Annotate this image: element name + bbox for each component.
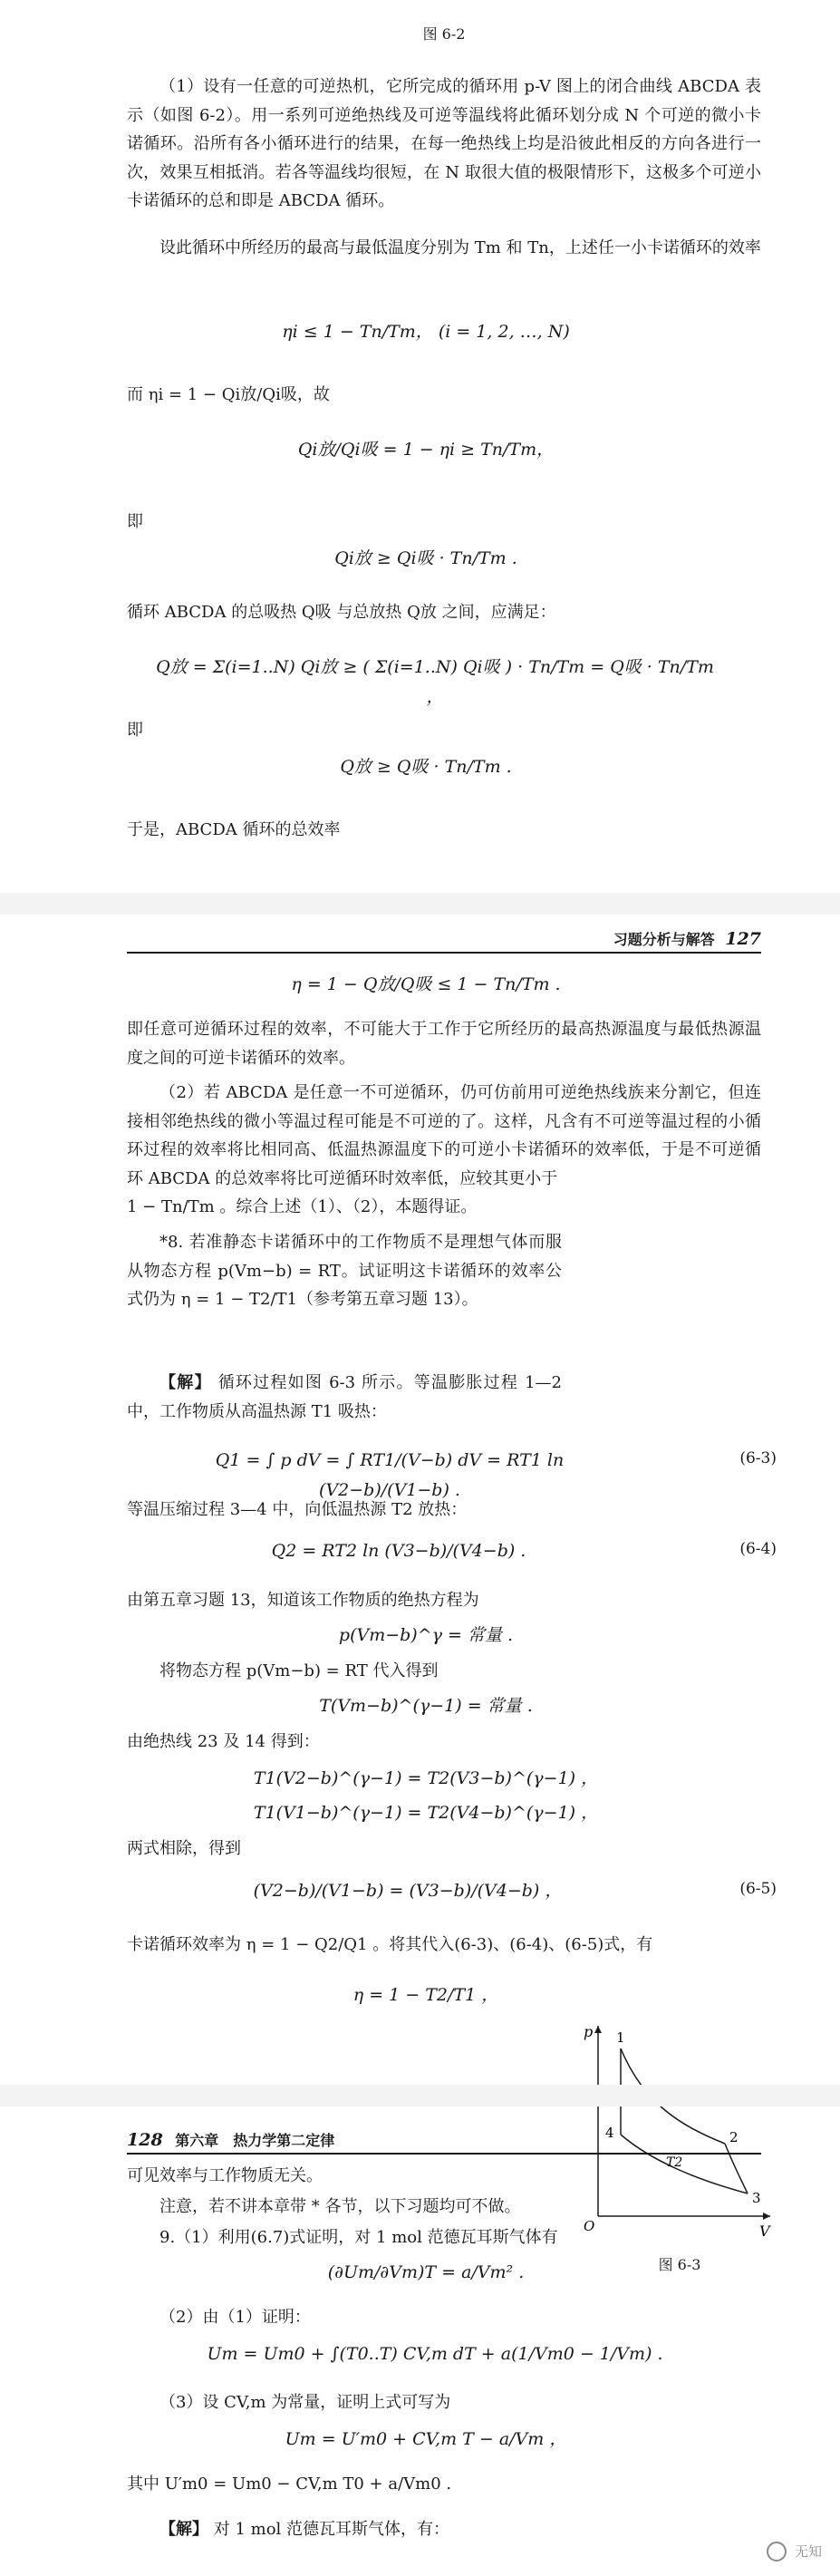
equation-volume-ratio: (V2−b)/(V1−b) = (V3−b)/(V4−b) ， <box>253 1881 563 1901</box>
point-4-label: 4 <box>605 2125 614 2141</box>
while-label: 而 <box>127 385 143 404</box>
equation-q2: Q2 = RT2 ln (V3−b)/(V4−b) . <box>271 1541 526 1561</box>
point-2-label: 2 <box>729 2129 739 2145</box>
equation-um: Um = Um0 + ∫(T0..T) CV,m dT + a(1/Vm0 − 1/Vm) . <box>207 2344 663 2364</box>
page2-header <box>127 925 761 954</box>
page1-paragraph-4: 于是，ABCDA 循环的总效率 <box>127 820 341 839</box>
equation-q-release: Qi放 ≥ Qi吸 · Tn/Tm . <box>334 548 517 568</box>
problem-9-part-3: （3）设 CV,m 为常量，证明上式可写为 <box>159 2393 451 2412</box>
page2-paragraph-2-end: 1 − Tn/Tm 。综合上述（1）、（2），本题得证。 <box>127 1197 478 1216</box>
equation-total-heat-inequality: Q放 ≥ Q吸 · Tn/Tm . <box>340 757 512 777</box>
page3-solution-label: 【解】 <box>159 2520 208 2539</box>
figure-6-2-caption: 图 6-2 <box>422 25 466 43</box>
problem-9-part-1: 9.（1）利用(6.7)式证明，对 1 mol 范德瓦耳斯气体有 <box>159 2228 558 2247</box>
problem-8-statement: *8. 若准静态卡诺循环中的工作物质不是理想气体而服从物态方程 p(Vm−b) = RT。试证明这卡诺循环的效率公式仍为 η = 1 − T2/T1（参考第五章习题 13）。 <box>127 1233 562 1309</box>
equation-um-simplified: Um = U′m0 + CV,m T − a/Vm ， <box>285 2429 567 2449</box>
page3-page-number: 128 <box>127 2130 163 2150</box>
page2-paragraph-8: 卡诺循环效率为 η = 1 − Q2/Q1 。将其代入(6-3)、(6-4)、(6-5)式，有 <box>127 1935 653 1954</box>
equation-eta-i-definition: ηi = 1 − Qi放/Qi吸，故 <box>148 385 330 404</box>
p-axis-arrow <box>594 2026 602 2033</box>
ji-label-1: 即 <box>127 512 143 531</box>
equation-du-dv: (∂Um/∂Vm)T = a/Vm² . <box>327 2262 525 2282</box>
equation-total-heat: Q放 = Σ(i=1..N) Qi放 ≥ ( Σ(i=1..N) Qi吸 ) · Tn/Tm = Q吸 · Tn/Tm ， <box>156 657 714 708</box>
page2-paragraph-5: 将物态方程 p(Vm−b) = RT 代入得到 <box>159 1661 439 1680</box>
page3-header <box>127 2126 761 2155</box>
equation-6-3-number: (6-3) <box>739 1449 777 1467</box>
equation-total-efficiency: η = 1 − Q放/Q吸 ≤ 1 − Tn/Tm . <box>291 974 561 994</box>
equation-adiabat-23: T1(V2−b)^(γ−1) = T2(V3−b)^(γ−1) ， <box>253 1768 599 1788</box>
page3-solution <box>127 2515 761 2544</box>
v-axis-label: V <box>759 2223 770 2240</box>
equation-6-4-number: (6-4) <box>739 1540 777 1558</box>
figure-6-3-caption: 图 6-3 <box>658 2256 701 2273</box>
equation-q1: Q1 = ∫ p dV = ∫ RT1/(V−b) dV = RT1 ln (V2−b)/(V1−b) . <box>215 1450 565 1501</box>
isotherm-t2-label: T2 <box>666 2155 683 2170</box>
wechat-icon <box>767 2542 787 2561</box>
page2-header-title: 习题分析与解答 <box>613 931 715 948</box>
page2-paragraph-6: 由绝热线 23 及 14 得到： <box>127 1732 320 1751</box>
equation-adiabat-14: T1(V1−b)^(γ−1) = T2(V4−b)^(γ−1) ， <box>253 1803 599 1823</box>
page1-paragraph-3: 循环 ABCDA 的总吸热 Q吸 与总放热 Q放 之间，应满足： <box>127 603 556 622</box>
equation-6-5-number: (6-5) <box>739 1880 777 1898</box>
page3-paragraph-1: 可见效率与工作物质无关。 <box>127 2166 323 2185</box>
equation-adiabatic-p: p(Vm−b)^γ = 常量 . <box>338 1625 514 1645</box>
page3-solution-text: 对 1 mol 范德瓦耳斯气体，有： <box>213 2520 450 2539</box>
solution-intro <box>127 1369 562 1426</box>
ji-label-2: 即 <box>127 721 143 740</box>
page-3 <box>0 2126 840 2576</box>
point-1-label: 1 <box>616 2029 625 2046</box>
page1-paragraph-1: （1）设有一任意的可逆热机，它所完成的循环用 p-V 图上的闭合曲线 ABCDA 表示（如图 6-2）。用一系列可逆绝热线及可逆等温线将此循环划分成 N 个可逆的微小卡诺循环。沿所有各小循环进行的结果，在每一绝热线上均是沿彼此相反的方向各进行一次，效果互相抵消。若各等温线均很短，在 N 取很大值的极限情形下，这极多个可逆小卡诺循环的总和即是 ABCDA 循环。 <box>127 77 761 210</box>
equation-q-ratio: Qi放/Qi吸 = 1 − ηi ≥ Tn/Tm， <box>297 440 555 460</box>
page3-header-title: 第六章 热力学第二定律 <box>175 2132 335 2149</box>
solution-label: 【解】 <box>159 1373 212 1392</box>
watermark-text: 无知 <box>794 2542 822 2560</box>
page2-paragraph-1: 即任意可逆循环过程的效率，不可能大于工作于它所经历的最高热源温度与最低热源温度之间的可逆卡诺循环的效率。 <box>127 1020 761 1068</box>
origin-label: O <box>584 2218 595 2234</box>
problem-9-part-2: （2）由（1）证明： <box>159 2308 311 2327</box>
page2-paragraph-7: 两式相除，得到 <box>127 1839 241 1858</box>
page2-paragraph-3: 等温压缩过程 3—4 中，向低温热源 T2 放热： <box>127 1500 468 1519</box>
solution-text: 循环过程如图 6-3 所示。等温膨胀过程 1—2 中，工作物质从高温热源 T1 吸热： <box>127 1373 562 1421</box>
equation-adiabatic-t: T(Vm−b)^(γ−1) = 常量 . <box>319 1696 533 1716</box>
point-3-label: 3 <box>752 2190 761 2206</box>
page-1 <box>0 0 840 906</box>
page-separator-2 <box>0 2085 840 2106</box>
page1-while-line <box>127 381 761 410</box>
page1-paragraph-2: 设此循环中所经历的最高与最低温度分别为 Tm 和 Tn，上述任一小卡诺循环的效率 <box>159 238 761 257</box>
equation-carnot-efficiency: η = 1 − T2/T1 ， <box>352 1985 499 2005</box>
p-axis-label: p <box>584 2023 594 2040</box>
watermark <box>767 2540 822 2563</box>
page2-paragraph-4: 由第五章习题 13，知道该工作物质的绝热方程为 <box>127 1591 479 1610</box>
page3-paragraph-2: 注意，若不讲本章带 * 各节，以下习题均可不做。 <box>159 2197 521 2216</box>
page2-paragraph-2: （2）若 ABCDA 是任意一不可逆循环，仍可仿前用可逆绝热线族来分割它，但连接相邻绝热线的微小等温过程可能是不可逆的了。这样，凡含有不可逆等温过程的小循环过程的效率将比相同高、低温热源温度下的可逆小卡诺循环的效率低，于是不可逆循环 ABCDA 的总效率将比可逆循环时效率低，应较其更小于 <box>127 1083 761 1188</box>
equation-eta-i: ηi ≤ 1 − Tn/Tm， (i = 1, 2, …, N) <box>282 322 570 342</box>
page3-paragraph-3: 其中 U′m0 = Um0 − CV,m T0 + a/Vm0 . <box>127 2474 452 2494</box>
page2-page-number: 127 <box>725 929 761 949</box>
